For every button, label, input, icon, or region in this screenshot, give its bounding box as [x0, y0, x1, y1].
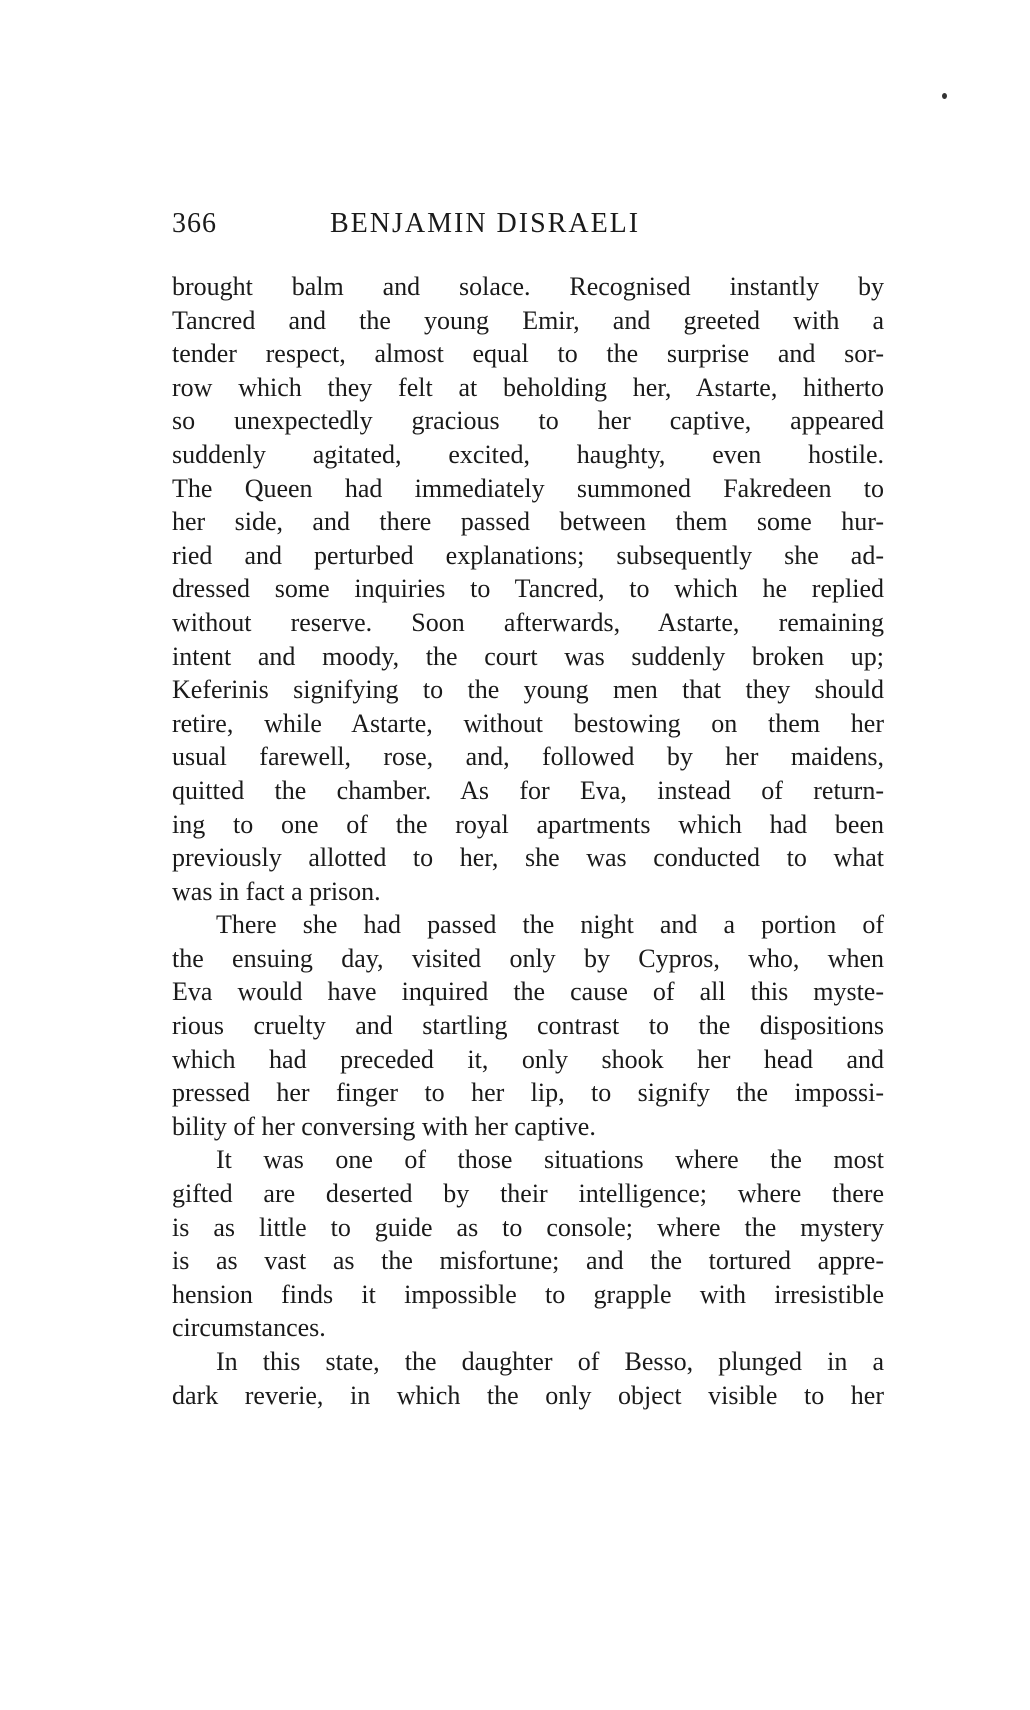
text-line: suddenly agitated, excited, haughty, even hostile.: [172, 439, 884, 469]
ink-speck: [942, 93, 947, 99]
text-line: dark reverie, in which the only object visible to her: [172, 1380, 884, 1410]
text-line: is as vast as the misfortune; and the tortured appre-: [172, 1246, 884, 1276]
text-line: intent and moody, the court was suddenly broken up;: [172, 641, 884, 671]
text-line: circumstances.: [172, 1313, 326, 1343]
text-line: usual farewell, rose, and, followed by her maidens,: [172, 742, 884, 772]
text-line: previously allotted to her, she was conducted to what: [172, 843, 884, 873]
text-line: her side, and there passed between them some hur-: [172, 507, 884, 537]
page-header: [172, 208, 892, 248]
body-text: [172, 270, 884, 1412]
text-line: without reserve. Soon afterwards, Astarte, remaining: [172, 607, 884, 637]
text-line: pressed her finger to her lip, to signify the impossi-: [172, 1078, 884, 1108]
text-line: Tancred and the young Emir, and greeted with a: [172, 305, 884, 335]
text-line: In this state, the daughter of Besso, plunged in a: [216, 1347, 884, 1376]
text-line: is as little to guide as to console; where the mystery: [172, 1212, 884, 1242]
text-line: ried and perturbed explanations; subsequently she ad-: [172, 540, 884, 570]
text-line: tender respect, almost equal to the surprise and sor-: [172, 339, 884, 369]
text-line: row which they felt at beholding her, Astarte, hitherto: [172, 372, 884, 402]
running-title: BENJAMIN DISRAELI: [330, 208, 641, 239]
text-line: quitted the chamber. As for Eva, instead of return-: [172, 775, 884, 805]
text-line: which had preceded it, only shook her head and: [172, 1044, 884, 1074]
text-line: brought balm and solace. Recognised instantly by: [172, 272, 884, 301]
text-line: retire, while Astarte, without bestowing on them her: [172, 708, 884, 738]
text-line: hension finds it impossible to grapple with irresistible: [172, 1279, 884, 1309]
text-line: bility of her conversing with her captive.: [172, 1111, 596, 1141]
text-line: There she had passed the night and a portion of: [216, 910, 884, 940]
text-line: gifted are deserted by their intelligence; where there: [172, 1179, 884, 1209]
text-line: dressed some inquiries to Tancred, to which he replied: [172, 574, 884, 604]
text-line: It was one of those situations where the most: [216, 1145, 884, 1175]
text-line: ing to one of the royal apartments which had been: [172, 809, 884, 839]
text-line: the ensuing day, visited only by Cypros, who, when: [172, 943, 884, 973]
text-line: Eva would have inquired the cause of all this myste-: [172, 977, 884, 1007]
text-line: Keferinis signifying to the young men that they should: [172, 675, 884, 705]
page-number: 366: [172, 208, 217, 239]
text-line: The Queen had immediately summoned Fakredeen to: [172, 473, 884, 503]
text-line: rious cruelty and startling contrast to the dispositions: [172, 1011, 884, 1041]
text-line: so unexpectedly gracious to her captive, appeared: [172, 406, 884, 436]
text-line: was in fact a prison.: [172, 876, 381, 906]
